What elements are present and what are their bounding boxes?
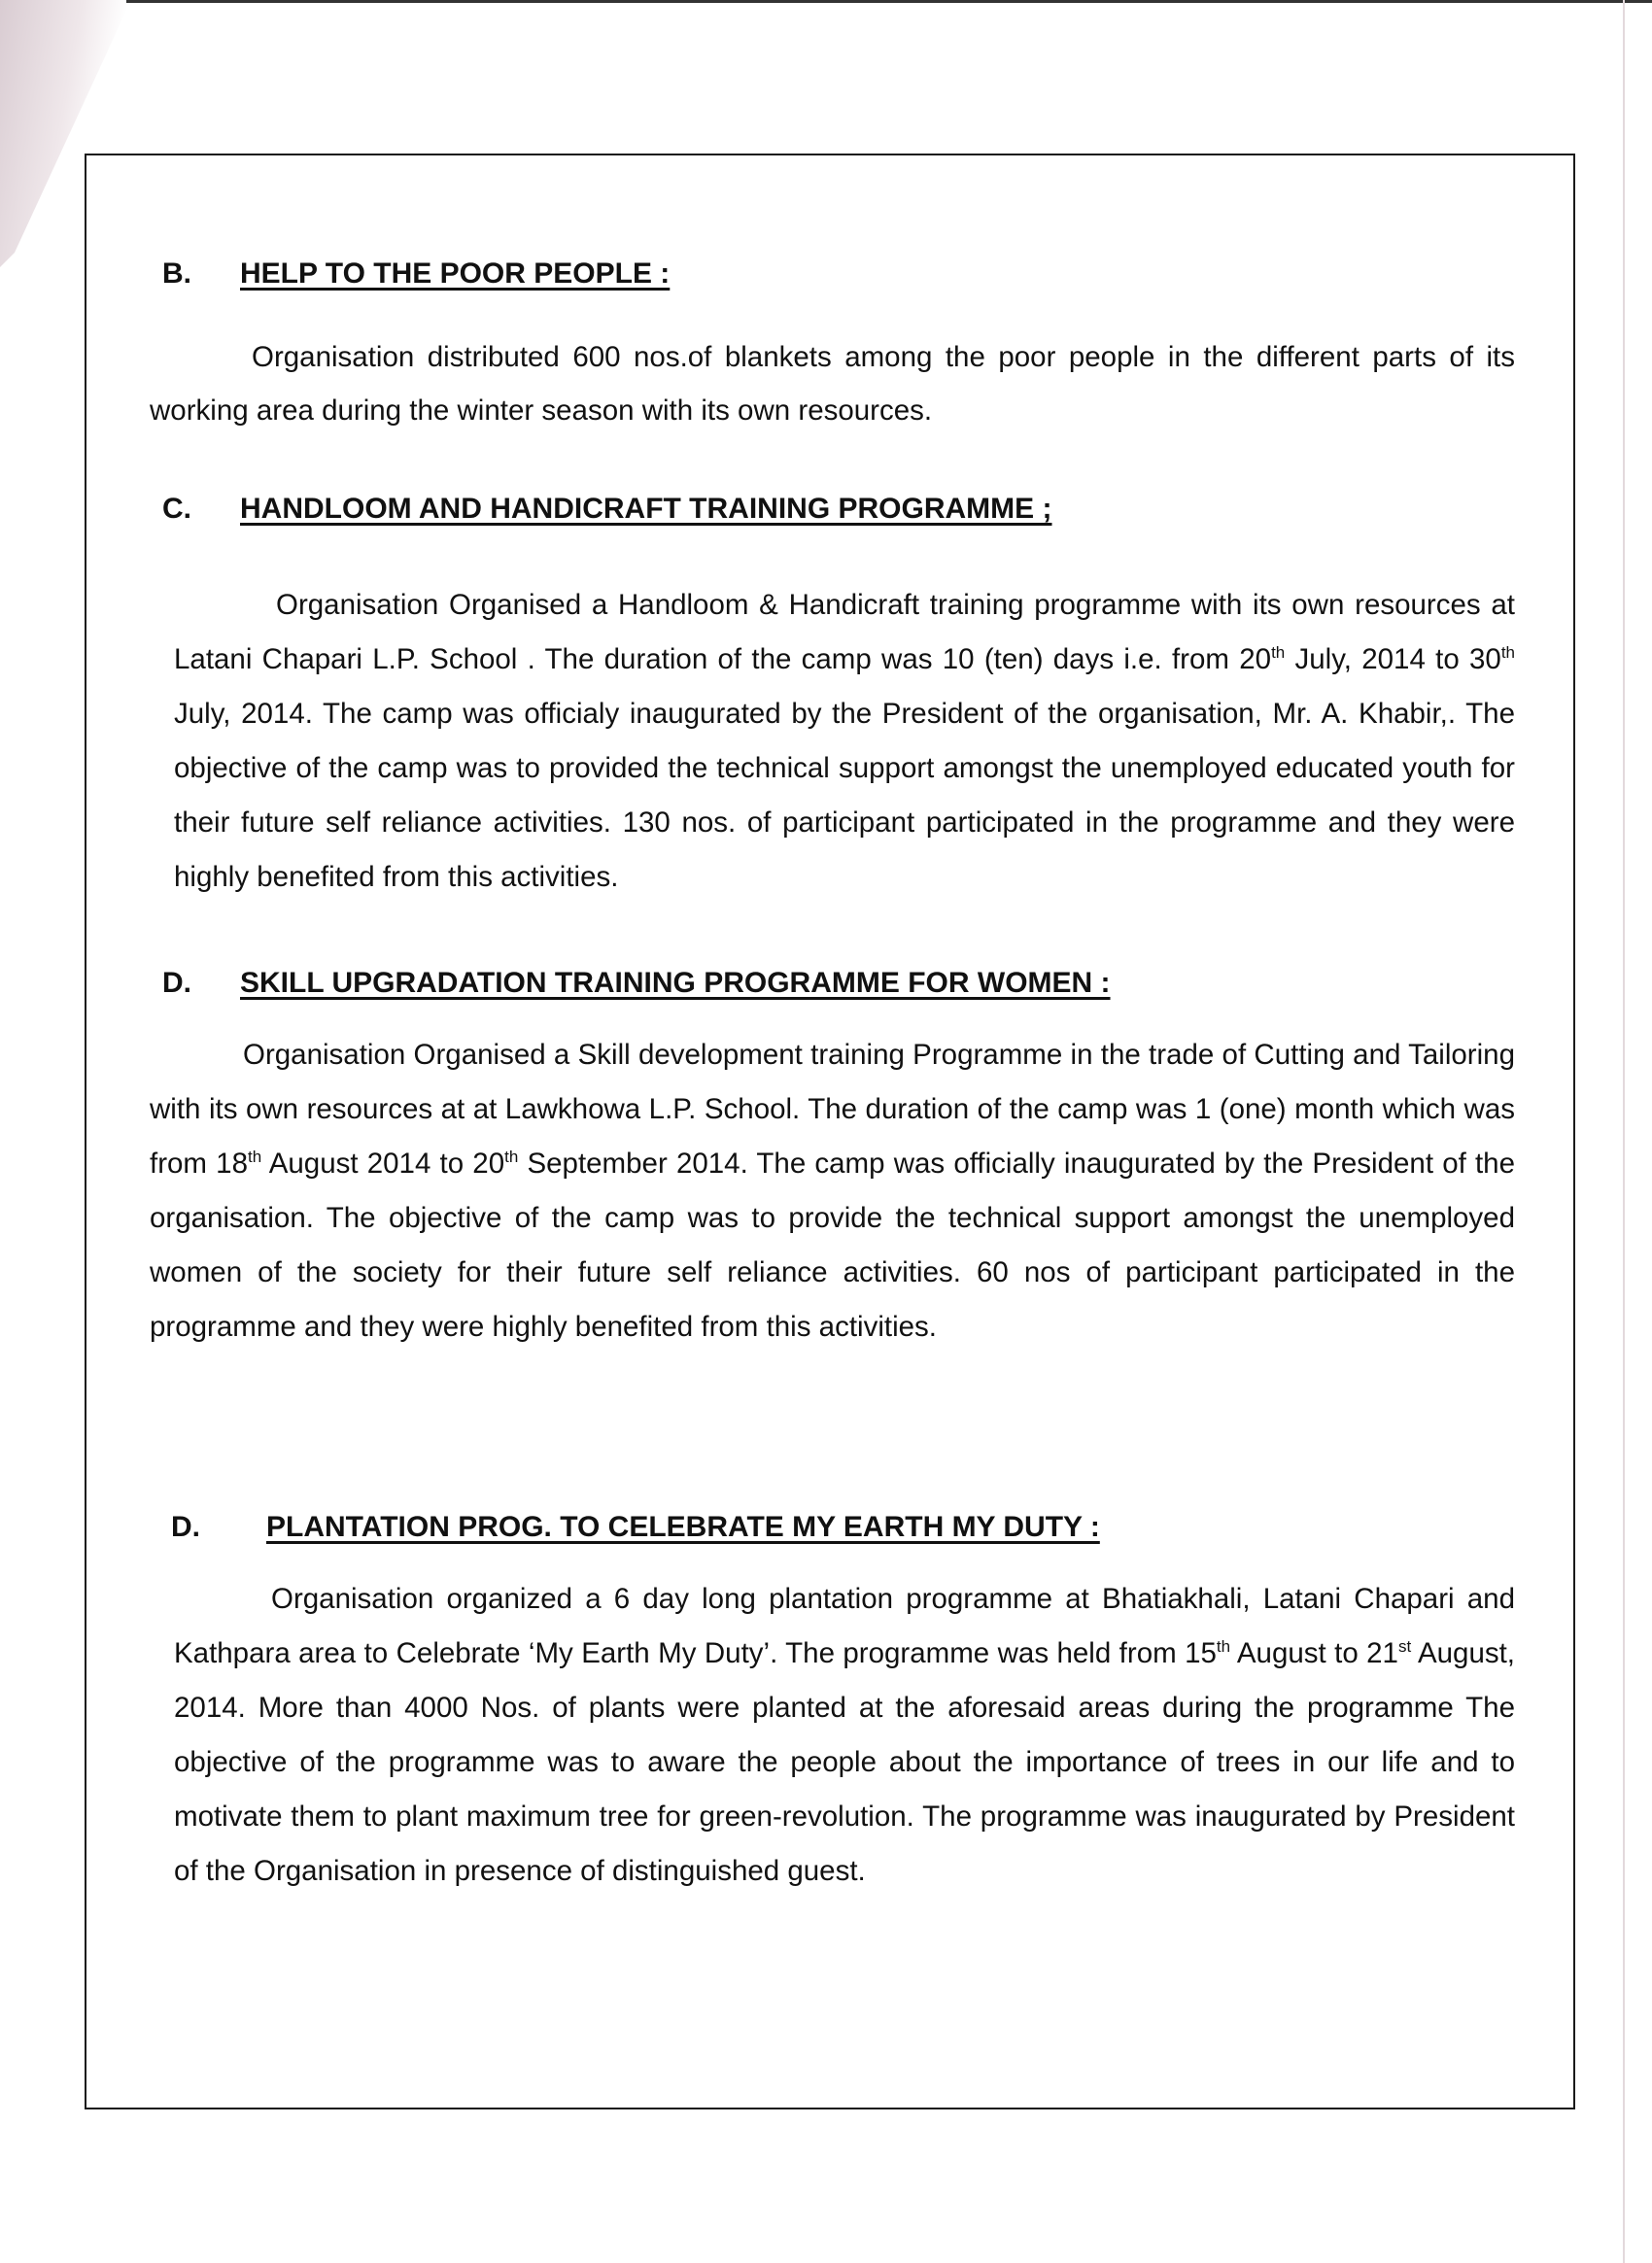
ordinal-suffix: th xyxy=(504,1148,519,1167)
body-text-part: August 2014 to 20 xyxy=(261,1148,505,1180)
section-c-body xyxy=(174,578,1515,905)
scan-top-edge xyxy=(126,0,1652,3)
section-title: HANDLOOM AND HANDICRAFT TRAINING PROGRAMME ; xyxy=(240,493,1052,525)
section-b-body xyxy=(150,330,1515,437)
body-text-part: July, 2014 to 30 xyxy=(1285,643,1501,675)
page-border-frame xyxy=(85,154,1575,2109)
body-text-part: Organisation organized a 6 day long plantation programme at Bhatiakhali, Latani Chapari and Kathpara area to Celebrate ‘My Earth My Duty’. The programme was held from 15 xyxy=(174,1583,1515,1669)
section-d-plantation-body xyxy=(174,1572,1515,1899)
body-text-part: September 2014. The camp was officially inaugurated by the President of the organisation. The objective of the camp was to provide the technical support amongst the unemployed women of the society for their future self reliance activities. 60 nos of participant participated in the programme and they were highly benefited from this activities. xyxy=(150,1148,1515,1343)
body-text-part: July, 2014. The camp was officialy inaugurated by the President of the organisation, Mr. A. Khabir,. The objective of the camp was to provided the technical support amongst the unemployed educated youth for their future self reliance activities. 130 nos. of participant participated in the programme and they were highly benefited from this activities. xyxy=(174,698,1515,893)
section-title: SKILL UPGRADATION TRAINING PROGRAMME FOR WOMEN : xyxy=(240,967,1111,999)
section-b-heading xyxy=(162,257,670,291)
section-d-plantation-heading xyxy=(171,1511,1100,1544)
ordinal-suffix: th xyxy=(1271,643,1286,663)
section-body-text: Organisation distributed 600 nos.of blankets among the poor people in the different parts of its working area during the winter season with its own resources. xyxy=(150,341,1515,427)
section-letter: D. xyxy=(162,967,191,999)
section-title: PLANTATION PROG. TO CELEBRATE MY EARTH MY DUTY : xyxy=(266,1511,1100,1543)
section-c-heading xyxy=(162,493,1052,526)
section-d-skill-body xyxy=(150,1028,1515,1354)
ordinal-suffix: th xyxy=(1216,1637,1231,1657)
ordinal-suffix: st xyxy=(1397,1637,1412,1657)
section-title: HELP TO THE POOR PEOPLE : xyxy=(240,257,671,290)
scan-right-edge xyxy=(1623,0,1625,2263)
section-letter: D. xyxy=(171,1511,200,1543)
section-letter: B. xyxy=(162,257,191,290)
section-d-skill-heading xyxy=(162,967,1111,1000)
section-letter: C. xyxy=(162,493,191,525)
body-text-part: Organisation Organised a Skill development training Programme in the trade of Cutting and Tailoring with its own resources at at Lawkhowa L.P. School. The duration of the camp was 1 (one) month which was from 18 xyxy=(150,1039,1515,1180)
body-text-part: August to 21 xyxy=(1230,1637,1398,1669)
body-text-part: Organisation Organised a Handloom & Handicraft training programme with its own resources at Latani Chapari L.P. School . The duration of the camp was 10 (ten) days i.e. from 20 xyxy=(174,589,1515,675)
body-text-part: August, 2014. More than 4000 Nos. of plants were planted at the aforesaid areas during the programme The objective of the programme was to aware the people about the importance of trees in our life and to motivate them to plant maximum tree for green-revolution. The programme was inaugurated by President of the Organisation in presence of distinguished guest. xyxy=(174,1637,1516,1887)
ordinal-suffix: th xyxy=(247,1148,262,1167)
ordinal-suffix: th xyxy=(1500,643,1516,663)
